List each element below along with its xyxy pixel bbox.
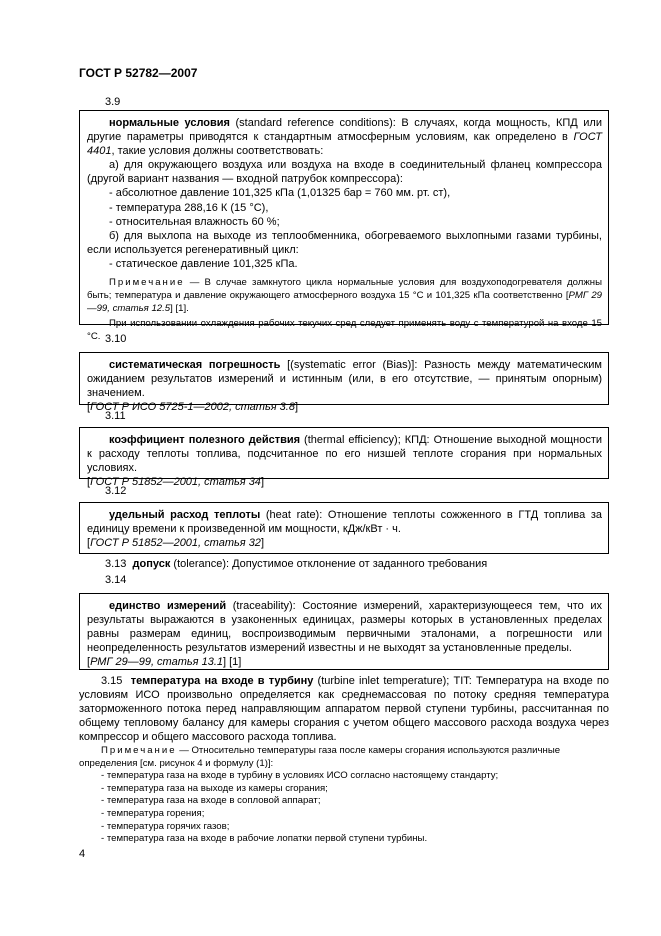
source-reference: [РМГ 29—99, статья 13.1] [1]: [87, 656, 242, 669]
source-reference: [ГОСТ Р 51852—2001, статья 32]: [87, 537, 264, 550]
definition-box-3-11: [79, 427, 609, 489]
note-label: Примечание: [101, 745, 177, 756]
term: единство измерений: [109, 600, 227, 612]
definition-text: 3.15 температура на входе в турбину (turbine inlet temperature); TIT: Температура на входе по условиям ИСО произвольно определяется как среднемассовая по потоку средняя температура заторможенного потока перед направляющим аппаратом первой ступени турбины, рассчитанная по общему тепловому балансу для камеры сгорания с учетом общего массового расхода воздуха через компрессор и общего массового расхода топлива.: [79, 675, 609, 744]
term: допуск: [132, 558, 171, 570]
list-item: - абсолютное давление 101,325 кПа (1,01325 бар = 760 мм. рт. ст),: [109, 187, 451, 200]
note: Примечание — Относительно температуры газа после камеры сгорания используются различные определения [см. рисунок 4 и формулу (1)]:: [79, 745, 561, 769]
document-header: ГОСТ Р 52782—2007: [79, 66, 198, 80]
clause-number-3-10: 3.10: [105, 333, 127, 345]
note: При использовании охлаждения рабочих текучих сред следует применять воду с температурой на входе 15 °С.: [87, 318, 602, 343]
reference: РМГ 29—99, статья 12.5: [87, 290, 602, 315]
clause-number-3-14: 3.14: [105, 574, 127, 586]
clause-3-13: 3.13 допуск (tolerance): Допустимое отклонение от заданного требования: [105, 558, 488, 570]
note-3-15: [79, 745, 609, 846]
clause-number-3-11: 3.11: [105, 410, 126, 422]
list-item: - температура горения;: [101, 807, 205, 819]
source-reference: [ГОСТ Р ИСО 5725-1—2002, статья 3.8]: [87, 401, 299, 414]
note-label: Примечание: [109, 277, 185, 289]
clause-number-3-12: 3.12: [105, 485, 127, 497]
term: систематическая погрешность: [109, 359, 281, 371]
note: Примечание — В случае замкнутого цикла нормальные условия для воздухоподогревателя должны быть; температура и давление окружающего атмосферного воздуха 15 °С и 101,325 кПа соответственно [РМГ 29—99, статья 12.5] [1].: [87, 277, 602, 315]
list-item: б) для выхлопа на выходе из теплообменника, обогреваемого выхлопными газами турбины, если используется регенеративный цикл:: [87, 229, 602, 256]
list-item: - температура газа на выходе из камеры сгорания;: [101, 782, 328, 794]
list-item: - температура газа на входе в турбину в условиях ИСО согласно настоящему стандарту;: [101, 770, 499, 782]
term: нормальные условия: [109, 117, 230, 129]
list-item: - статическое давление 101,325 кПа.: [109, 257, 298, 270]
list-item: - температура горячих газов;: [101, 820, 230, 832]
definition-box-3-14: [79, 593, 609, 670]
definition-text: систематическая погрешность [(systematic error (Bias)]: Разность между математическим ожиданием результатов измерений и истинным (или, в его отсутствие, — принятым опорным) значением.: [87, 359, 602, 400]
list-item: - температура 288,16 К (15 °С),: [109, 201, 269, 214]
clause-3-15: [79, 674, 609, 744]
source-reference: [ГОСТ Р 51852—2001, статья 34]: [87, 476, 264, 489]
definition-text: единство измерений (traceability): Состояние измерений, характеризующееся тем, что их результаты выражаются в узаконенных единицах, размеры которых в установленных пределах равны размерам единиц, воспроизводимым первичными эталонами, а погрешности или неопределенность результатов измерений известны и не выходят за установленные пределы.: [87, 600, 603, 655]
term: температура на входе в турбину: [130, 675, 314, 687]
term: удельный расход теплоты: [109, 509, 261, 521]
list-item: - относительная влажность 60 %;: [109, 215, 280, 228]
definition-text: нормальные условия (standard reference conditions): В случаях, когда мощность, КПД или другие параметры приводятся к стандартным атмосферным условиям, как определено в ГОСТ 4401, такие условия должны соответствовать:: [87, 117, 602, 158]
list-item: - температура газа на входе в сопловой аппарат;: [101, 795, 321, 807]
definition-box-3-10: [79, 352, 609, 414]
list-item: - температура газа на входе в рабочие лопатки первой ступени турбины.: [101, 833, 428, 845]
clause-number-3-9: 3.9: [105, 96, 121, 108]
definition-text: удельный расход теплоты (heat rate): Отношение теплоты сожженного в ГТД топлива за единицу времени к произведенной им мощности, кДж/кВт · ч.: [87, 509, 602, 536]
definition-box-3-12: [79, 502, 609, 554]
definition-text: коэффициент полезного действия (thermal efficiency); КПД: Отношение выходной мощности к расходу теплоты топлива, подсчитанное по его низшей теплоте сгорания при нормальных условиях.: [87, 434, 602, 475]
page-number: 4: [79, 848, 86, 860]
reference: ГОСТ 4401: [87, 131, 602, 158]
term: коэффициент полезного действия: [109, 434, 301, 446]
list-item: а) для окружающего воздуха или воздуха на входе в соединительный фланец компрессора (другой вариант названия — входной патрубок компрессора):: [87, 159, 602, 186]
